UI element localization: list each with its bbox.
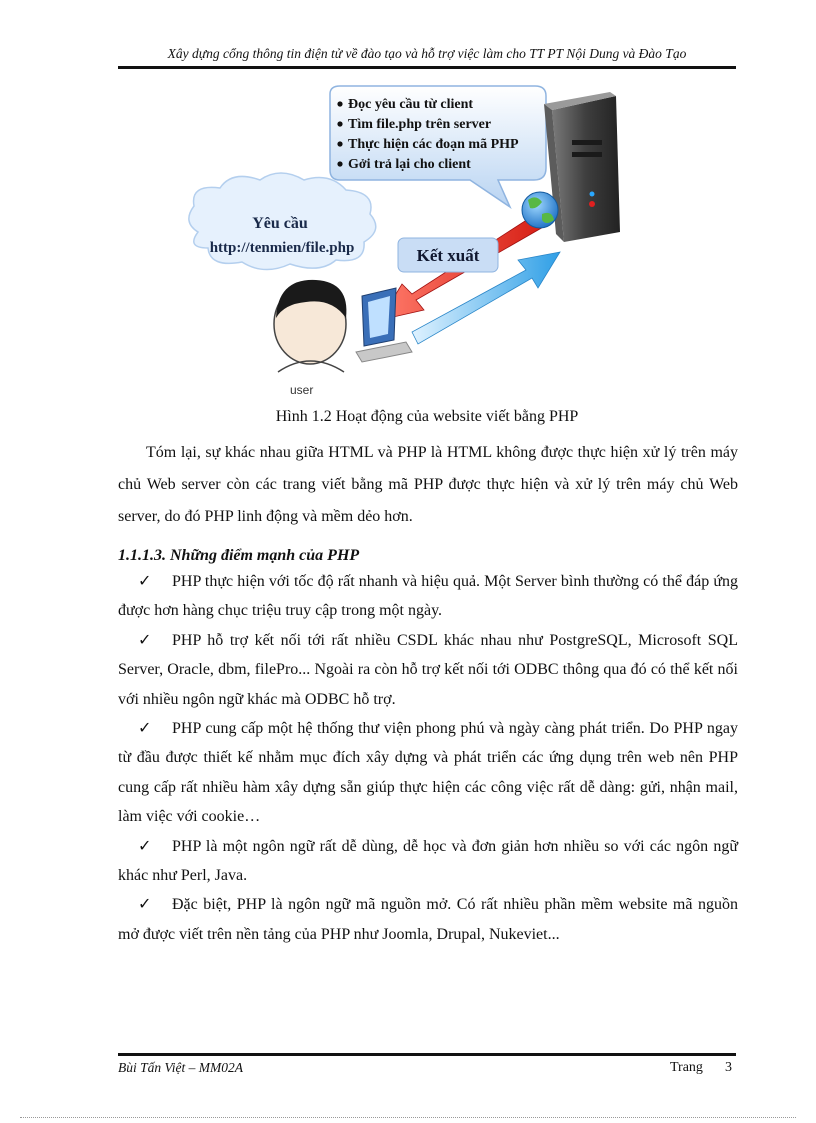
list-item-text: Đặc biệt, PHP là ngôn ngữ mã nguồn mở. Có rất nhiều phần mềm website mã nguồn mở được viết trên nền tảng của PHP như Joomla, Drupal, Nukeviet... (118, 896, 738, 943)
intro-paragraph: Tóm lại, sự khác nhau giữa HTML và PHP là HTML không được thực hiện xử lý trên máy chủ Web server còn các trang viết bằng mã PHP được thực hiện và xử lý trên máy chủ Web server, do đó PHP linh động và mềm dẻo hơn. (118, 444, 738, 525)
strengths-list (118, 567, 738, 949)
page-label: Trang (670, 1060, 703, 1075)
user-label: user (290, 383, 314, 397)
section-heading: 1.1.1.3. Những điểm mạnh của PHP (118, 547, 360, 564)
page-number (670, 1060, 732, 1076)
footer-author: Bùi Tấn Việt – MM02A (118, 1060, 243, 1075)
list-item (118, 714, 738, 832)
output-label-box (398, 238, 498, 272)
bubble-item: Đọc yêu cầu từ client (348, 97, 474, 112)
check-icon: ✓ (138, 837, 152, 855)
process-bubble (330, 86, 546, 207)
list-item-text: PHP hỗ trợ kết nối tới rất nhiều CSDL khác nhau như PostgreSQL, Microsoft SQL Server, Oracle, dbm, filePro... Ngoài ra còn hỗ trợ kết nối tới ODBC thông qua đó có thể kết nối với nhiều ngôn ngữ khác mà ODBC hỗ trợ. (118, 631, 738, 708)
list-item (118, 890, 738, 949)
check-icon: ✓ (138, 720, 152, 738)
dot-icon (337, 101, 342, 106)
php-workflow-figure (180, 82, 620, 402)
footer-rule (118, 1053, 736, 1056)
figure-caption: Hình 1.2 Hoạt động của website viết bằng PHP (275, 408, 579, 425)
dot-icon (337, 161, 342, 166)
dot-icon (337, 121, 342, 126)
dot-icon (337, 141, 342, 146)
header-rule (118, 66, 736, 69)
check-icon: ✓ (138, 631, 152, 649)
check-icon: ✓ (138, 573, 152, 590)
user-avatar-icon (274, 280, 346, 397)
list-item (118, 626, 738, 714)
list-item-text: PHP cung cấp một hệ thống thư viện phong phú và ngày càng phát triển. Do PHP ngay từ đầu được thiết kế nhằm mục đích xây dựng và phát triển các ứng dụng trên web nên PHP cung cấp rất nhiều hàm xây dựng sẵn giúp thực hiện các công việc rất dễ dàng: gửi, nhận mail, làm việc với cookie… (118, 720, 738, 826)
list-item (118, 567, 738, 626)
globe-icon (522, 192, 558, 228)
page-number-value: 3 (724, 1060, 732, 1075)
page-header: Xây dựng cổng thông tin điện tử về đào tạo và hỗ trợ việc làm cho TT PT Nội Dung và Đào Tạo (167, 46, 687, 61)
bubble-item: Tìm file.php trên server (348, 117, 492, 132)
check-icon: ✓ (138, 896, 152, 914)
request-url: http://tenmien/file.php (209, 240, 355, 256)
bubble-item: Gởi trả lại cho client (348, 157, 471, 172)
list-item (118, 832, 738, 891)
request-cloud (189, 173, 376, 270)
bubble-item: Thực hiện các đoạn mã PHP (348, 137, 519, 152)
list-item-text: PHP là một ngôn ngữ rất dễ dùng, dễ học và đơn giản hơn nhiều so với các ngôn ngữ khác như Perl, Java. (118, 837, 738, 885)
page-edge-divider (20, 1117, 796, 1118)
request-label: Yêu cầu (252, 215, 308, 232)
output-label: Kết xuất (416, 246, 480, 265)
list-item-text: PHP thực hiện với tốc độ rất nhanh và hiệu quả. Một Server bình thường có thể đáp ứng được hơn hàng chục triệu truy cập trong một ngày. (118, 573, 738, 620)
